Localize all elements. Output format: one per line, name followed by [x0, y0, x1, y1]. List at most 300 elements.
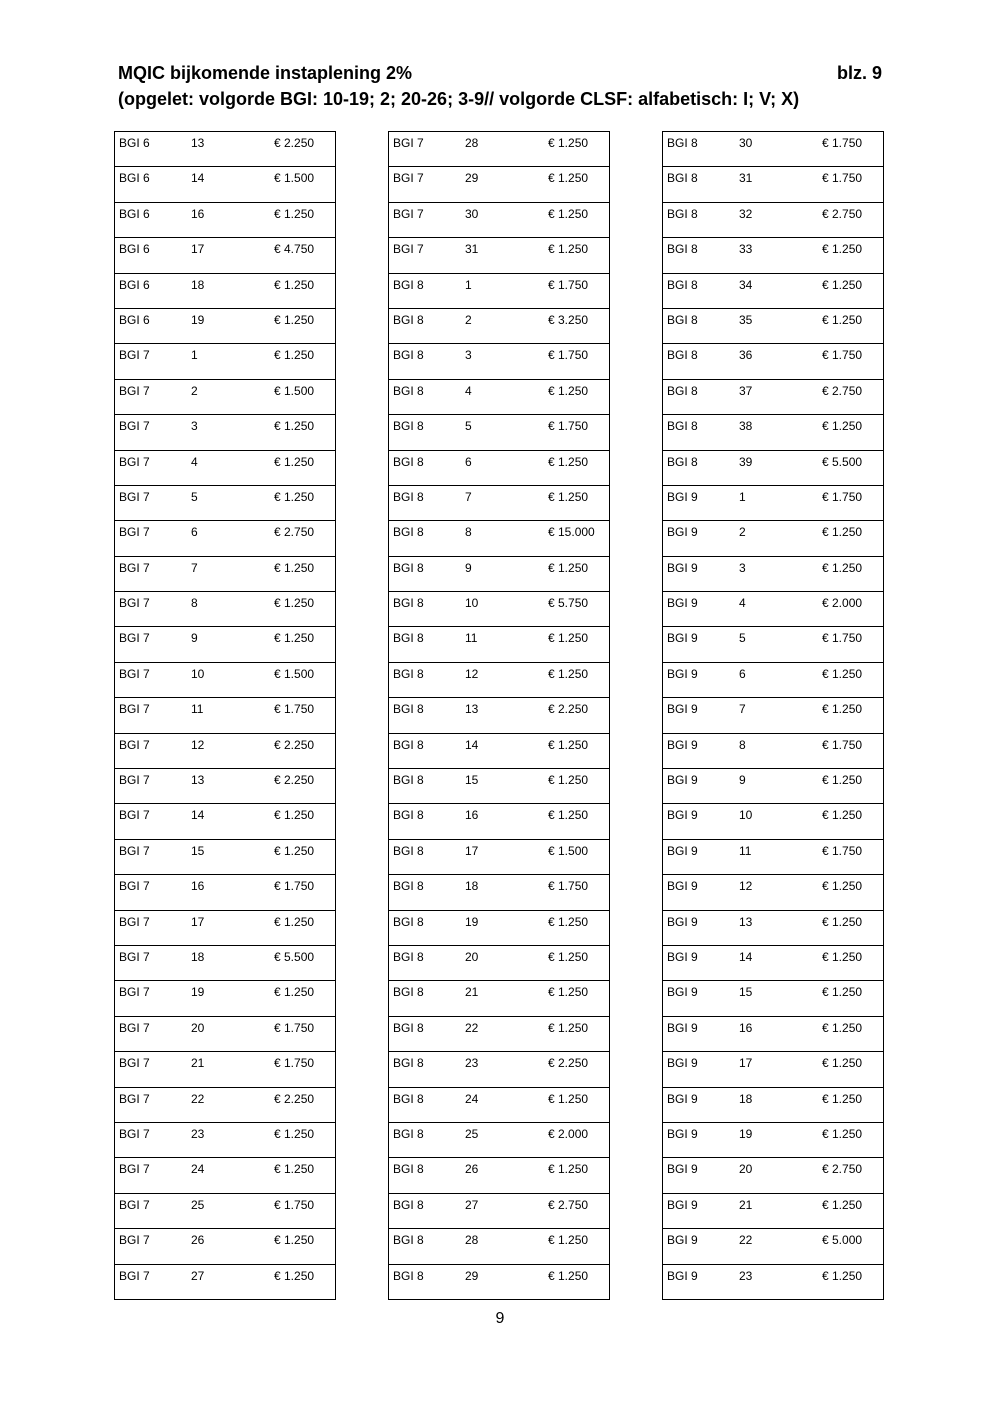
- number-cell: 24: [465, 1091, 479, 1106]
- loan-table-middle: [388, 131, 610, 1300]
- group-cell: BGI 9: [667, 737, 698, 752]
- group-cell: BGI 9: [667, 1056, 698, 1071]
- number-cell: 14: [191, 808, 205, 823]
- table-row: [663, 344, 883, 379]
- number-cell: 3: [739, 560, 746, 575]
- table-row: [663, 946, 883, 981]
- table-row: [663, 1123, 883, 1158]
- table-row: [115, 627, 335, 662]
- table-row: [115, 1265, 335, 1300]
- group-cell: BGI 9: [667, 773, 698, 788]
- group-cell: BGI 8: [667, 383, 698, 398]
- group-cell: BGI 7: [119, 560, 150, 575]
- table-row: [663, 1229, 883, 1264]
- amount-cell: € 1.250: [548, 773, 589, 788]
- number-cell: 9: [739, 773, 746, 788]
- amount-cell: € 1.250: [274, 454, 315, 469]
- group-cell: BGI 8: [667, 454, 698, 469]
- number-cell: 17: [191, 914, 205, 929]
- group-cell: BGI 8: [667, 277, 698, 292]
- table-row: [389, 875, 609, 910]
- group-cell: BGI 7: [119, 631, 150, 646]
- amount-cell: € 2.000: [822, 596, 863, 611]
- group-cell: BGI 7: [119, 1162, 150, 1177]
- group-cell: BGI 9: [667, 1126, 698, 1141]
- amount-cell: € 1.500: [548, 843, 589, 858]
- number-cell: 31: [739, 171, 753, 186]
- amount-cell: € 4.750: [274, 242, 315, 257]
- group-cell: BGI 7: [119, 1020, 150, 1035]
- table-row: [389, 1017, 609, 1052]
- table-row: [389, 309, 609, 344]
- number-cell: 22: [739, 1233, 753, 1248]
- group-cell: BGI 8: [667, 419, 698, 434]
- amount-cell: € 1.250: [822, 1091, 863, 1106]
- group-cell: BGI 8: [393, 1233, 424, 1248]
- amount-cell: € 2.750: [822, 1162, 863, 1177]
- amount-cell: € 1.250: [822, 277, 863, 292]
- page-number: 9: [495, 1310, 505, 1327]
- number-cell: 11: [465, 631, 478, 646]
- amount-cell: € 1.250: [822, 1268, 863, 1283]
- group-cell: BGI 8: [393, 666, 424, 681]
- amount-cell: € 1.250: [274, 631, 315, 646]
- number-cell: 20: [739, 1162, 753, 1177]
- table-row: [115, 1017, 335, 1052]
- number-cell: 2: [739, 525, 746, 540]
- table-row: [115, 167, 335, 202]
- table-row: [663, 274, 883, 309]
- number-cell: 8: [739, 737, 746, 752]
- amount-cell: € 1.250: [274, 914, 315, 929]
- number-cell: 9: [465, 560, 472, 575]
- table-row: [115, 946, 335, 981]
- amount-cell: € 1.750: [274, 1056, 315, 1071]
- amount-cell: € 2.750: [548, 1197, 589, 1212]
- table-row: [389, 698, 609, 733]
- group-cell: BGI 9: [667, 808, 698, 823]
- number-cell: 28: [465, 1233, 479, 1248]
- number-cell: 29: [465, 1268, 479, 1283]
- table-row: [663, 238, 883, 273]
- group-cell: BGI 6: [119, 242, 150, 257]
- group-cell: BGI 7: [119, 454, 150, 469]
- amount-cell: € 1.250: [274, 206, 315, 221]
- table-row: [389, 592, 609, 627]
- group-cell: BGI 6: [119, 277, 150, 292]
- number-cell: 13: [465, 702, 479, 717]
- group-cell: BGI 8: [393, 489, 424, 504]
- table-row: [115, 875, 335, 910]
- amount-cell: € 1.750: [548, 419, 589, 434]
- number-cell: 1: [191, 348, 198, 363]
- number-cell: 38: [739, 419, 753, 434]
- group-cell: BGI 7: [119, 702, 150, 717]
- number-cell: 15: [465, 773, 479, 788]
- number-cell: 16: [191, 206, 205, 221]
- number-cell: 6: [465, 454, 472, 469]
- table-row: [115, 521, 335, 556]
- number-cell: 11: [739, 843, 752, 858]
- number-cell: 19: [465, 914, 479, 929]
- number-cell: 18: [465, 879, 479, 894]
- number-cell: 14: [739, 949, 753, 964]
- table-row: [389, 734, 609, 769]
- amount-cell: € 5.500: [274, 949, 315, 964]
- number-cell: 7: [465, 489, 472, 504]
- group-cell: BGI 8: [393, 454, 424, 469]
- amount-cell: € 1.250: [548, 737, 589, 752]
- table-row: [389, 238, 609, 273]
- table-row: [115, 486, 335, 521]
- number-cell: 15: [739, 985, 753, 1000]
- table-row: [663, 415, 883, 450]
- amount-cell: € 1.250: [548, 1268, 589, 1283]
- amount-cell: € 1.250: [822, 242, 863, 257]
- table-row: [389, 1123, 609, 1158]
- number-cell: 11: [191, 702, 204, 717]
- number-cell: 16: [465, 808, 479, 823]
- group-cell: BGI 7: [119, 525, 150, 540]
- amount-cell: € 1.250: [548, 1233, 589, 1248]
- table-row: [389, 840, 609, 875]
- number-cell: 21: [739, 1197, 753, 1212]
- number-cell: 22: [465, 1020, 479, 1035]
- number-cell: 35: [739, 312, 753, 327]
- table-row: [115, 804, 335, 839]
- amount-cell: € 2.750: [822, 206, 863, 221]
- amount-cell: € 1.750: [822, 489, 863, 504]
- group-cell: BGI 8: [393, 1020, 424, 1035]
- table-row: [663, 840, 883, 875]
- amount-cell: € 2.750: [274, 525, 315, 540]
- table-row: [663, 167, 883, 202]
- number-cell: 36: [739, 348, 753, 363]
- amount-cell: € 1.250: [548, 914, 589, 929]
- number-cell: 12: [191, 737, 205, 752]
- number-cell: 25: [191, 1197, 205, 1212]
- amount-cell: € 1.500: [274, 383, 315, 398]
- table-row: [115, 380, 335, 415]
- number-cell: 39: [739, 454, 753, 469]
- amount-cell: € 5.500: [822, 454, 863, 469]
- table-row: [115, 344, 335, 379]
- group-cell: BGI 8: [393, 1056, 424, 1071]
- number-cell: 1: [739, 489, 746, 504]
- amount-cell: € 1.250: [822, 666, 863, 681]
- table-row: [115, 1052, 335, 1087]
- group-cell: BGI 9: [667, 1162, 698, 1177]
- table-row: [663, 1088, 883, 1123]
- number-cell: 10: [191, 666, 205, 681]
- number-cell: 34: [739, 277, 753, 292]
- group-cell: BGI 7: [119, 843, 150, 858]
- table-row: [115, 274, 335, 309]
- amount-cell: € 2.250: [548, 702, 589, 717]
- group-cell: BGI 8: [393, 1268, 424, 1283]
- table-row: [115, 1158, 335, 1193]
- table-row: [115, 1088, 335, 1123]
- table-row: [389, 203, 609, 238]
- group-cell: BGI 8: [667, 206, 698, 221]
- table-row: [389, 557, 609, 592]
- number-cell: 20: [465, 949, 479, 964]
- number-cell: 31: [465, 242, 479, 257]
- table-row: [663, 698, 883, 733]
- group-cell: BGI 8: [393, 949, 424, 964]
- amount-cell: € 1.250: [822, 949, 863, 964]
- table-row: [663, 1194, 883, 1229]
- table-row: [115, 1229, 335, 1264]
- amount-cell: € 1.250: [274, 843, 315, 858]
- number-cell: 14: [465, 737, 479, 752]
- group-cell: BGI 8: [667, 242, 698, 257]
- group-cell: BGI 8: [393, 985, 424, 1000]
- table-row: [389, 380, 609, 415]
- table-row: [389, 1088, 609, 1123]
- table-row: [115, 981, 335, 1016]
- amount-cell: € 1.250: [548, 242, 589, 257]
- amount-cell: € 1.750: [548, 348, 589, 363]
- group-cell: BGI 7: [119, 419, 150, 434]
- number-cell: 28: [465, 136, 479, 150]
- number-cell: 4: [465, 383, 472, 398]
- table-row: [389, 167, 609, 202]
- number-cell: 23: [465, 1056, 479, 1071]
- group-cell: BGI 6: [119, 312, 150, 327]
- amount-cell: € 1.250: [274, 560, 315, 575]
- number-cell: 8: [465, 525, 472, 540]
- table-row: [389, 451, 609, 486]
- amount-cell: € 1.250: [548, 383, 589, 398]
- amount-cell: € 1.250: [822, 1197, 863, 1212]
- number-cell: 17: [191, 242, 205, 257]
- group-cell: BGI 9: [667, 1197, 698, 1212]
- group-cell: BGI 8: [393, 1197, 424, 1212]
- table-row: [389, 663, 609, 698]
- amount-cell: € 1.250: [822, 1020, 863, 1035]
- amount-cell: € 1.250: [822, 312, 863, 327]
- number-cell: 3: [191, 419, 198, 434]
- amount-cell: € 1.250: [274, 1126, 315, 1141]
- amount-cell: € 1.750: [822, 843, 863, 858]
- number-cell: 1: [465, 277, 472, 292]
- table-row: [663, 769, 883, 804]
- group-cell: BGI 9: [667, 596, 698, 611]
- amount-cell: € 1.750: [548, 879, 589, 894]
- amount-cell: € 1.250: [274, 1268, 315, 1283]
- group-cell: BGI 7: [393, 206, 424, 221]
- table-row: [389, 344, 609, 379]
- page-header: [118, 60, 882, 112]
- table-row: [389, 415, 609, 450]
- amount-cell: € 1.250: [822, 1056, 863, 1071]
- table-row: [115, 309, 335, 344]
- table-row: [389, 132, 609, 167]
- table-row: [663, 804, 883, 839]
- table-row: [663, 627, 883, 662]
- table-row: [115, 592, 335, 627]
- group-cell: BGI 8: [393, 312, 424, 327]
- group-cell: BGI 7: [119, 348, 150, 363]
- table-row: [115, 840, 335, 875]
- number-cell: 19: [191, 312, 205, 327]
- table-row: [115, 238, 335, 273]
- document-title: MQIC bijkomende instaplening 2%: [118, 63, 413, 83]
- group-cell: BGI 7: [393, 242, 424, 257]
- table-row: [389, 1265, 609, 1300]
- table-row: [663, 663, 883, 698]
- group-cell: BGI 8: [393, 879, 424, 894]
- table-row: [663, 1158, 883, 1193]
- table-row: [663, 1017, 883, 1052]
- number-cell: 16: [739, 1020, 753, 1035]
- amount-cell: € 2.250: [274, 136, 315, 150]
- group-cell: BGI 8: [667, 136, 698, 150]
- group-cell: BGI 8: [667, 171, 698, 186]
- table-row: [663, 911, 883, 946]
- group-cell: BGI 9: [667, 525, 698, 540]
- group-cell: BGI 8: [393, 277, 424, 292]
- group-cell: BGI 8: [393, 1162, 424, 1177]
- group-cell: BGI 8: [393, 348, 424, 363]
- group-cell: BGI 7: [119, 666, 150, 681]
- group-cell: BGI 7: [119, 949, 150, 964]
- table-row: [115, 415, 335, 450]
- number-cell: 14: [191, 171, 205, 186]
- table-row: [115, 557, 335, 592]
- table-row: [663, 309, 883, 344]
- loan-table-left: [114, 131, 336, 1300]
- group-cell: BGI 8: [393, 1091, 424, 1106]
- group-cell: BGI 8: [393, 914, 424, 929]
- amount-cell: € 1.250: [548, 631, 589, 646]
- amount-cell: € 1.750: [822, 631, 863, 646]
- amount-cell: € 1.250: [548, 206, 589, 221]
- number-cell: 10: [739, 808, 753, 823]
- number-cell: 27: [191, 1268, 205, 1283]
- table-row: [389, 1229, 609, 1264]
- number-cell: 19: [191, 985, 205, 1000]
- table-row: [663, 521, 883, 556]
- table-row: [115, 132, 335, 167]
- number-cell: 13: [739, 914, 753, 929]
- amount-cell: € 1.250: [274, 312, 315, 327]
- table-row: [663, 1052, 883, 1087]
- number-cell: 16: [191, 879, 205, 894]
- number-cell: 24: [191, 1162, 205, 1177]
- group-cell: BGI 8: [393, 808, 424, 823]
- group-cell: BGI 8: [667, 312, 698, 327]
- group-cell: BGI 9: [667, 1268, 698, 1283]
- number-cell: 13: [191, 136, 205, 150]
- group-cell: BGI 8: [393, 383, 424, 398]
- number-cell: 17: [739, 1056, 753, 1071]
- amount-cell: € 1.250: [274, 596, 315, 611]
- group-cell: BGI 8: [393, 1126, 424, 1141]
- group-cell: BGI 9: [667, 560, 698, 575]
- table-row: [663, 486, 883, 521]
- number-cell: 13: [191, 773, 205, 788]
- table-row: [389, 627, 609, 662]
- group-cell: BGI 9: [667, 489, 698, 504]
- table-row: [663, 875, 883, 910]
- group-cell: BGI 7: [119, 1197, 150, 1212]
- number-cell: 23: [739, 1268, 753, 1283]
- table-row: [663, 451, 883, 486]
- amount-cell: € 1.750: [274, 1197, 315, 1212]
- amount-cell: € 2.250: [548, 1056, 589, 1071]
- table-row: [389, 804, 609, 839]
- number-cell: 30: [739, 136, 753, 150]
- group-cell: BGI 9: [667, 666, 698, 681]
- amount-cell: € 1.750: [274, 879, 315, 894]
- table-row: [663, 981, 883, 1016]
- number-cell: 26: [465, 1162, 479, 1177]
- document-subtitle: (opgelet: volgorde BGI: 10-19; 2; 20-26; 3-9// volgorde CLSF: alfabetisch: I; V; X): [118, 89, 800, 109]
- amount-cell: € 5.750: [548, 596, 589, 611]
- amount-cell: € 1.250: [274, 985, 315, 1000]
- amount-cell: € 1.250: [822, 525, 863, 540]
- table-row: [663, 203, 883, 238]
- amount-cell: € 1.750: [274, 1020, 315, 1035]
- amount-cell: € 1.750: [822, 136, 863, 150]
- amount-cell: € 3.250: [548, 312, 589, 327]
- amount-cell: € 1.750: [822, 737, 863, 752]
- table-row: [389, 1158, 609, 1193]
- number-cell: 2: [465, 312, 472, 327]
- amount-cell: € 1.250: [822, 808, 863, 823]
- table-row: [115, 698, 335, 733]
- table-row: [389, 274, 609, 309]
- number-cell: 10: [465, 596, 479, 611]
- table-row: [663, 592, 883, 627]
- group-cell: BGI 7: [119, 596, 150, 611]
- amount-cell: € 2.750: [822, 383, 863, 398]
- number-cell: 4: [739, 596, 746, 611]
- number-cell: 22: [191, 1091, 205, 1106]
- amount-cell: € 1.250: [548, 949, 589, 964]
- amount-cell: € 1.250: [548, 1020, 589, 1035]
- number-cell: 9: [191, 631, 198, 646]
- title-row: [118, 60, 882, 86]
- amount-cell: € 1.750: [548, 277, 589, 292]
- number-cell: 17: [465, 843, 479, 858]
- group-cell: BGI 8: [393, 702, 424, 717]
- group-cell: BGI 9: [667, 631, 698, 646]
- group-cell: BGI 7: [119, 879, 150, 894]
- number-cell: 5: [465, 419, 472, 434]
- group-cell: BGI 7: [119, 1233, 150, 1248]
- number-cell: 6: [739, 666, 746, 681]
- amount-cell: € 15.000: [548, 525, 595, 540]
- group-cell: BGI 7: [119, 1268, 150, 1283]
- table-row: [115, 769, 335, 804]
- table-row: [389, 769, 609, 804]
- amount-cell: € 1.250: [822, 560, 863, 575]
- amount-cell: € 1.250: [548, 489, 589, 504]
- group-cell: BGI 6: [119, 171, 150, 186]
- group-cell: BGI 7: [119, 1126, 150, 1141]
- table-row: [115, 1194, 335, 1229]
- number-cell: 32: [739, 206, 753, 221]
- number-cell: 8: [191, 596, 198, 611]
- group-cell: BGI 7: [119, 737, 150, 752]
- table-row: [663, 132, 883, 167]
- group-cell: BGI 9: [667, 985, 698, 1000]
- number-cell: 26: [191, 1233, 205, 1248]
- table-row: [389, 521, 609, 556]
